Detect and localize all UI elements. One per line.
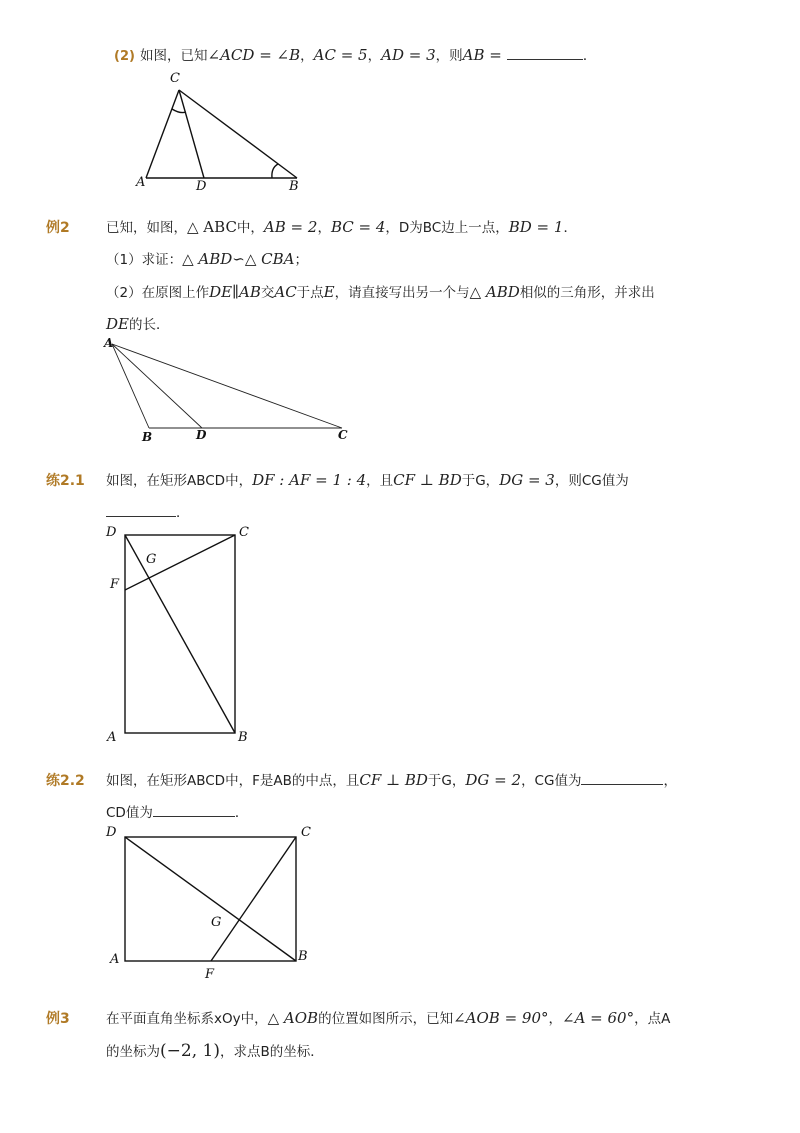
text: ，求点B的坐标． bbox=[219, 1044, 324, 1060]
math: DG = 2 bbox=[465, 771, 522, 789]
text: ，CG值为 bbox=[521, 773, 582, 789]
text: ，且 bbox=[366, 473, 394, 489]
text: ． bbox=[582, 48, 597, 64]
text: 已知，如图， bbox=[106, 220, 187, 236]
label-a: A bbox=[136, 175, 146, 190]
label-a: A bbox=[104, 336, 114, 350]
text: （1）求证： bbox=[106, 252, 183, 268]
ex3-line2 bbox=[106, 1040, 324, 1061]
label-c: C bbox=[301, 825, 311, 840]
label-b: B bbox=[142, 430, 153, 444]
text: 如图，在矩形ABCD中， bbox=[106, 473, 253, 489]
label-b: B bbox=[298, 949, 308, 964]
label-c: C bbox=[338, 428, 348, 442]
text: （2）在原图上作 bbox=[106, 285, 210, 301]
label-b: B bbox=[238, 730, 248, 745]
label-g: G bbox=[211, 915, 222, 930]
math: DE∥AB bbox=[209, 283, 261, 301]
math: DF : AF = 1 : 4 bbox=[252, 471, 367, 489]
label-c: C bbox=[170, 71, 180, 86]
text: ，则CG值为 bbox=[554, 473, 629, 489]
label-b: B bbox=[289, 179, 299, 194]
math: CF ⊥ BD bbox=[393, 471, 462, 489]
math: △ ABD bbox=[469, 283, 520, 301]
text: 相似的三角形，并求出 bbox=[519, 285, 655, 301]
math: CF ⊥ BD bbox=[359, 771, 428, 789]
math: BC = 4 bbox=[330, 218, 386, 236]
label-f: F bbox=[205, 967, 215, 982]
math: AC bbox=[274, 283, 297, 301]
math: DG = 3 bbox=[499, 471, 555, 489]
text: 如图，在矩形ABCD中，F是AB的中点，且 bbox=[106, 773, 360, 789]
math: ∠A = 60° bbox=[562, 1009, 635, 1027]
text: 交 bbox=[260, 285, 275, 301]
segment-db bbox=[125, 837, 296, 961]
text: ， bbox=[663, 773, 677, 789]
math: BD = 1 bbox=[508, 218, 564, 236]
text: ， bbox=[317, 220, 331, 236]
label-d: D bbox=[196, 428, 207, 442]
text: ． bbox=[563, 220, 577, 236]
text: 的长． bbox=[128, 317, 170, 333]
math: △ AOB bbox=[267, 1009, 319, 1027]
text: ． bbox=[234, 805, 249, 821]
label-a: A bbox=[110, 952, 120, 967]
q2-label: (2) bbox=[114, 49, 135, 64]
text: 的坐标为 bbox=[106, 1044, 160, 1060]
text: ，D为BC边上一点， bbox=[385, 220, 509, 236]
math: △ ABD∽△ CBA bbox=[182, 250, 295, 268]
text: 在平面直角坐标系xOy中， bbox=[106, 1011, 268, 1027]
text: ， bbox=[300, 48, 314, 64]
text: ， bbox=[367, 48, 382, 64]
text: CD值为 bbox=[106, 805, 153, 821]
label-d: D bbox=[106, 825, 117, 840]
math: E bbox=[323, 283, 335, 301]
label-d: D bbox=[106, 525, 117, 540]
text: ； bbox=[294, 252, 308, 268]
p21-label: 练2.1 bbox=[46, 473, 85, 489]
math: DE bbox=[106, 315, 129, 333]
math: ∠AOB = 90° bbox=[453, 1009, 549, 1027]
text: 中， bbox=[236, 220, 264, 236]
label-g: G bbox=[146, 552, 157, 567]
math: AC = 5 bbox=[313, 46, 368, 64]
label-c: C bbox=[239, 525, 249, 540]
math: AB = 2 bbox=[263, 218, 318, 236]
text: ，点A bbox=[634, 1011, 671, 1027]
segment-fc bbox=[211, 837, 296, 961]
p22-label: 练2.2 bbox=[46, 773, 85, 789]
label-a: A bbox=[107, 730, 117, 745]
ex3-label: 例3 bbox=[46, 1011, 70, 1027]
text: ，请直接写出另一个与 bbox=[334, 285, 470, 301]
math: AB = bbox=[462, 46, 502, 64]
ex2-label: 例2 bbox=[46, 220, 70, 236]
math: ∠ACD = ∠B bbox=[207, 46, 301, 64]
text: 于G， bbox=[461, 473, 500, 489]
text: 于G， bbox=[427, 773, 466, 789]
math: (−2, 1) bbox=[160, 1041, 220, 1061]
text: ． bbox=[176, 505, 190, 521]
text: ， bbox=[548, 1011, 562, 1027]
text: 的位置如图所示，已知 bbox=[318, 1011, 454, 1027]
math: △ ABC bbox=[187, 218, 237, 236]
label-f: F bbox=[110, 577, 120, 592]
text: 如图，已知 bbox=[140, 48, 208, 64]
text: 于点 bbox=[296, 285, 324, 301]
text: ，则 bbox=[435, 48, 463, 64]
label-d: D bbox=[196, 179, 207, 194]
ex3-line1 bbox=[106, 1007, 670, 1027]
math: AD = 3 bbox=[381, 46, 436, 64]
